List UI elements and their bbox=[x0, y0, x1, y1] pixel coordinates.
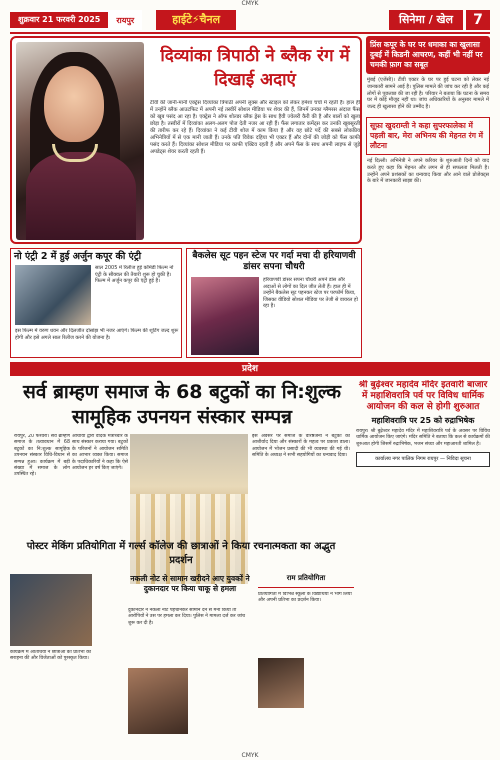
section-title: सिनेमा / खेल bbox=[389, 10, 463, 30]
story-no-entry-body-2: इस फिल्म में वरुण धवन और दिलजीत दोसांझ भी नजर आएंगे। फिल्म की शूटिंग जल्द शुरू होगी और इसे अगले साल रिलीज करने की योजना है। bbox=[15, 328, 179, 341]
header-rule bbox=[10, 32, 490, 34]
brand-logo: हाईटे⚡चैनल bbox=[156, 10, 236, 30]
story-sapna-photo bbox=[191, 277, 259, 355]
lead-column-2: आचार्यों द्वारा वैदिक मंत्रोच्चार के साथ संस्कार कराया गया। बटुकों के परिजनों ने आयोजन समिति का आभार व्यक्त किया। समाज के पदाधिकारियों ने कहा कि ऐसे आयोजन हर वर्ष किए जाएंगे। bbox=[72, 434, 128, 472]
bottom-band bbox=[10, 574, 354, 752]
fake-note-photo bbox=[128, 668, 188, 734]
small-story-body: प्रतियोगिता में विभिन्न स्कूलों के विद्यार्थियों ने भाग लिया और अपनी प्रतिभा का प्रदर्शन किया। bbox=[258, 592, 352, 604]
masthead bbox=[10, 10, 490, 30]
story-no-entry-photo bbox=[15, 265, 91, 325]
right-column-headline: प्रिंस कपूर के घर पर धमाका का खुलासा दुबई में किडनी आचरण, कहीं भी नहीं पर चमकी फ़ाग का सबूत bbox=[366, 36, 490, 74]
lead-column-1: रायपुर, 20 फरवरी। सर्व ब्राम्हण समाज के तत्वावधान में 68 बटुकों का नि:शुल्क सामूहिक उपनयन संस्कार विधि-विधान से सम्पन्न हुआ। कार्यक्रम में बड़ी संख्या में समाज के लोग उपस्थित रहे। bbox=[14, 434, 70, 478]
right-column-headline-2: सूफ़ा खुदराम्ती ने कहा सुपरफालेका में पहली बार, मेरा अभिनय की मेहनत रंग में लौटना bbox=[366, 117, 490, 155]
edition-city: रायपुर bbox=[116, 15, 135, 25]
temple-body: रायपुर। श्री बुढ़ेश्वर महादेव मंदिर में महाशिवरात्रि पर्व के अवसर पर विविध धार्मिक आयोजन किए जाएंगे। मंदिर समिति ने बताया कि कल से कार्यक्रमों की शुरुआत होगी जिसमें रुद्राभिषेक, भजन संध्या और महाआरती शामिल है। bbox=[356, 429, 490, 447]
masthead-left bbox=[10, 10, 142, 30]
story-sapna-headline: बैकलेस सूट पहन स्टेज पर गर्दा मचा दी हरियाणवी डांसर सपना चौधरी bbox=[192, 251, 356, 272]
print-marker-top: CMYK bbox=[241, 0, 259, 7]
story-no-entry-body: साल 2005 में रिलीज हुई कॉमेडी फिल्म नो एंट्री के सीक्वल की तैयारी शुरू हो चुकी है। फिल्म में अर्जुन कपूर की एंट्री हुई है। bbox=[95, 265, 174, 285]
fake-note-headline: नकली नोट से सामान खरीदने आए युवकों ने दुकानदार पर किया चाकू से हमला bbox=[130, 574, 250, 593]
temple-headline: श्री बुढ़ेश्वर महादेव मंदिर इतवारी बाजार में महाशिवरात्रि पर्व पर विविध धार्मिक आयोजन की कल से होगी शुरुआत bbox=[358, 380, 488, 412]
temple-story bbox=[356, 380, 490, 750]
small-story-photo bbox=[258, 658, 304, 708]
right-column-body: मुंबई (एजेंसी)। टीवी एक्टर के घर पर हुई घटना को लेकर नई जानकारी सामने आई है। पुलिस मामले की जांच कर रही है और कई लोगों से पूछताछ की जा रही है। परिवार ने बताया कि घटना के समय घर में कोई मौजूद नहीं था। जांच अधिकारियों के अनुसार मामले में जल्द ही खुलासा होने की उम्मीद है। bbox=[367, 77, 489, 111]
small-story-headline: राम प्रतियोगिता bbox=[258, 574, 354, 588]
story-no-entry bbox=[10, 248, 182, 358]
poster-headline: पोस्टर मेकिंग प्रतियोगिता में गर्ल्स कॉलेज की छात्राओं ने किया रचनात्मकता का अद्भुत प्रदर्शन bbox=[26, 541, 336, 566]
lead-body-right: इस अवसर पर समाज के वरिष्ठजनों ने बटुकों को आशीर्वाद दिया और संस्कारों के महत्व पर प्रकाश डाला। आयोजन में भोजन प्रसादी की भी व्यवस्था की गई थी। समिति के अध्यक्ष ने सभी सहयोगियों का धन्यवाद दिया। bbox=[252, 434, 350, 459]
story-sapna-body: हरियाणवी डांसर सपना चौधरी अपने डांस और अदाओं से लोगों का दिल जीत लेती हैं। हाल ही में उन्होंने बैकलेस सूट पहनकर स्टेज पर परफॉर्म किया, जिसका वीडियो सोशल मीडिया पर तेजी से वायरल हो रहा है। bbox=[263, 277, 358, 310]
poster-photo bbox=[10, 574, 92, 646]
photo-face bbox=[44, 66, 104, 142]
page-number: 7 bbox=[466, 10, 490, 30]
issue-date: शुक्रवार 21 फरवरी 2025 bbox=[10, 12, 108, 28]
photo-dress bbox=[26, 152, 136, 240]
feature-body: टीवी की जानी-मानी एक्ट्रेस दिव्यांका त्रिपाठी अपनी लुक्स और स्टाइल को लेकर हमेशा चर्चा में रहती हैं। हाल ही में उन्होंने ब्लैक आउटफिट में अपनी नई तस्वीरें सोशल मीडिया पर शेयर की हैं, जिनमें उनका ग्लैमरस अंदाज फैंस को खूब पसंद आ रहा है। एक्ट्रेस ने ऑफ शोल्डर ब्लैक ड्रेस के साथ हैवी ज्वेलरी कैरी की है और बालों को खुला छोड़ा है। तस्वीरों में दिव्यांका अलग-अलग पोज देती नजर आ रही हैं। फैंस लगातार कमेंट्स कर उनकी खूबसूरती की तारीफ कर रहे हैं। दिव्यांका ने कई टीवी शोज में काम किया है और वह छोटे पर्दे की सबसे लोकप्रिय अभिनेत्रियों में से एक मानी जाती हैं। उनके पति विवेक दहिया भी एक्टर हैं और दोनों की जोड़ी को फैंस काफी पसंद करते हैं। दिव्यांका सोशल मीडिया पर काफी एक्टिव रहती हैं और अपने फैंस के साथ अपनी लाइफ से जुड़े अपडेट्स शेयर करती रहती हैं। bbox=[150, 100, 360, 155]
story-no-entry-headline: नो एंट्री 2 में हुई अर्जुन कपूर की एंट्री bbox=[14, 251, 142, 262]
lead-photo-crowd bbox=[130, 494, 248, 584]
right-column bbox=[366, 36, 490, 358]
print-marker-bottom: CMYK bbox=[241, 752, 259, 759]
poster-body: कार्यक्रम में अतिथियों ने छात्राओं की प्रतिभा की सराहना की और विजेताओं को पुरस्कृत किया। bbox=[10, 650, 92, 662]
section-banner: प्रदेश bbox=[10, 362, 490, 376]
tender-notice: कार्यालय नगर पालिक निगम रायपुर — निविदा सूचना bbox=[356, 452, 490, 467]
lead-headline: सर्व ब्राम्हण समाज के 68 बटुकों का नि:शुल्क सामूहिक उपनयन संस्कार सम्पन्न bbox=[23, 381, 341, 428]
temple-subhead: महाशिवरात्रि पर 25 को रुद्राभिषेक bbox=[371, 416, 475, 425]
feature-story bbox=[10, 36, 362, 244]
feature-headline: दिव्यांका त्रिपाठी ने ब्लैक रंग में दिखाई अदाएं bbox=[160, 46, 350, 90]
feature-photo bbox=[16, 42, 144, 240]
fake-note-body: दुकानदार ने नकली नोट पहचानकर सामान देने से मना किया तो आरोपियों ने उस पर हमला कर दिया। पुलिस ने मामला दर्ज कर जांच शुरू कर दी है। bbox=[128, 608, 246, 626]
story-sapna bbox=[186, 248, 362, 358]
right-column-body-2: नई दिल्ली। अभिनेत्री ने अपने करियर के शुरुआती दिनों को याद करते हुए कहा कि मेहनत और लगन से ही सफलता मिलती है। उन्होंने अपने प्रशंसकों का धन्यवाद किया और आने वाले प्रोजेक्ट्स के बारे में जानकारी साझा की। bbox=[367, 157, 489, 185]
